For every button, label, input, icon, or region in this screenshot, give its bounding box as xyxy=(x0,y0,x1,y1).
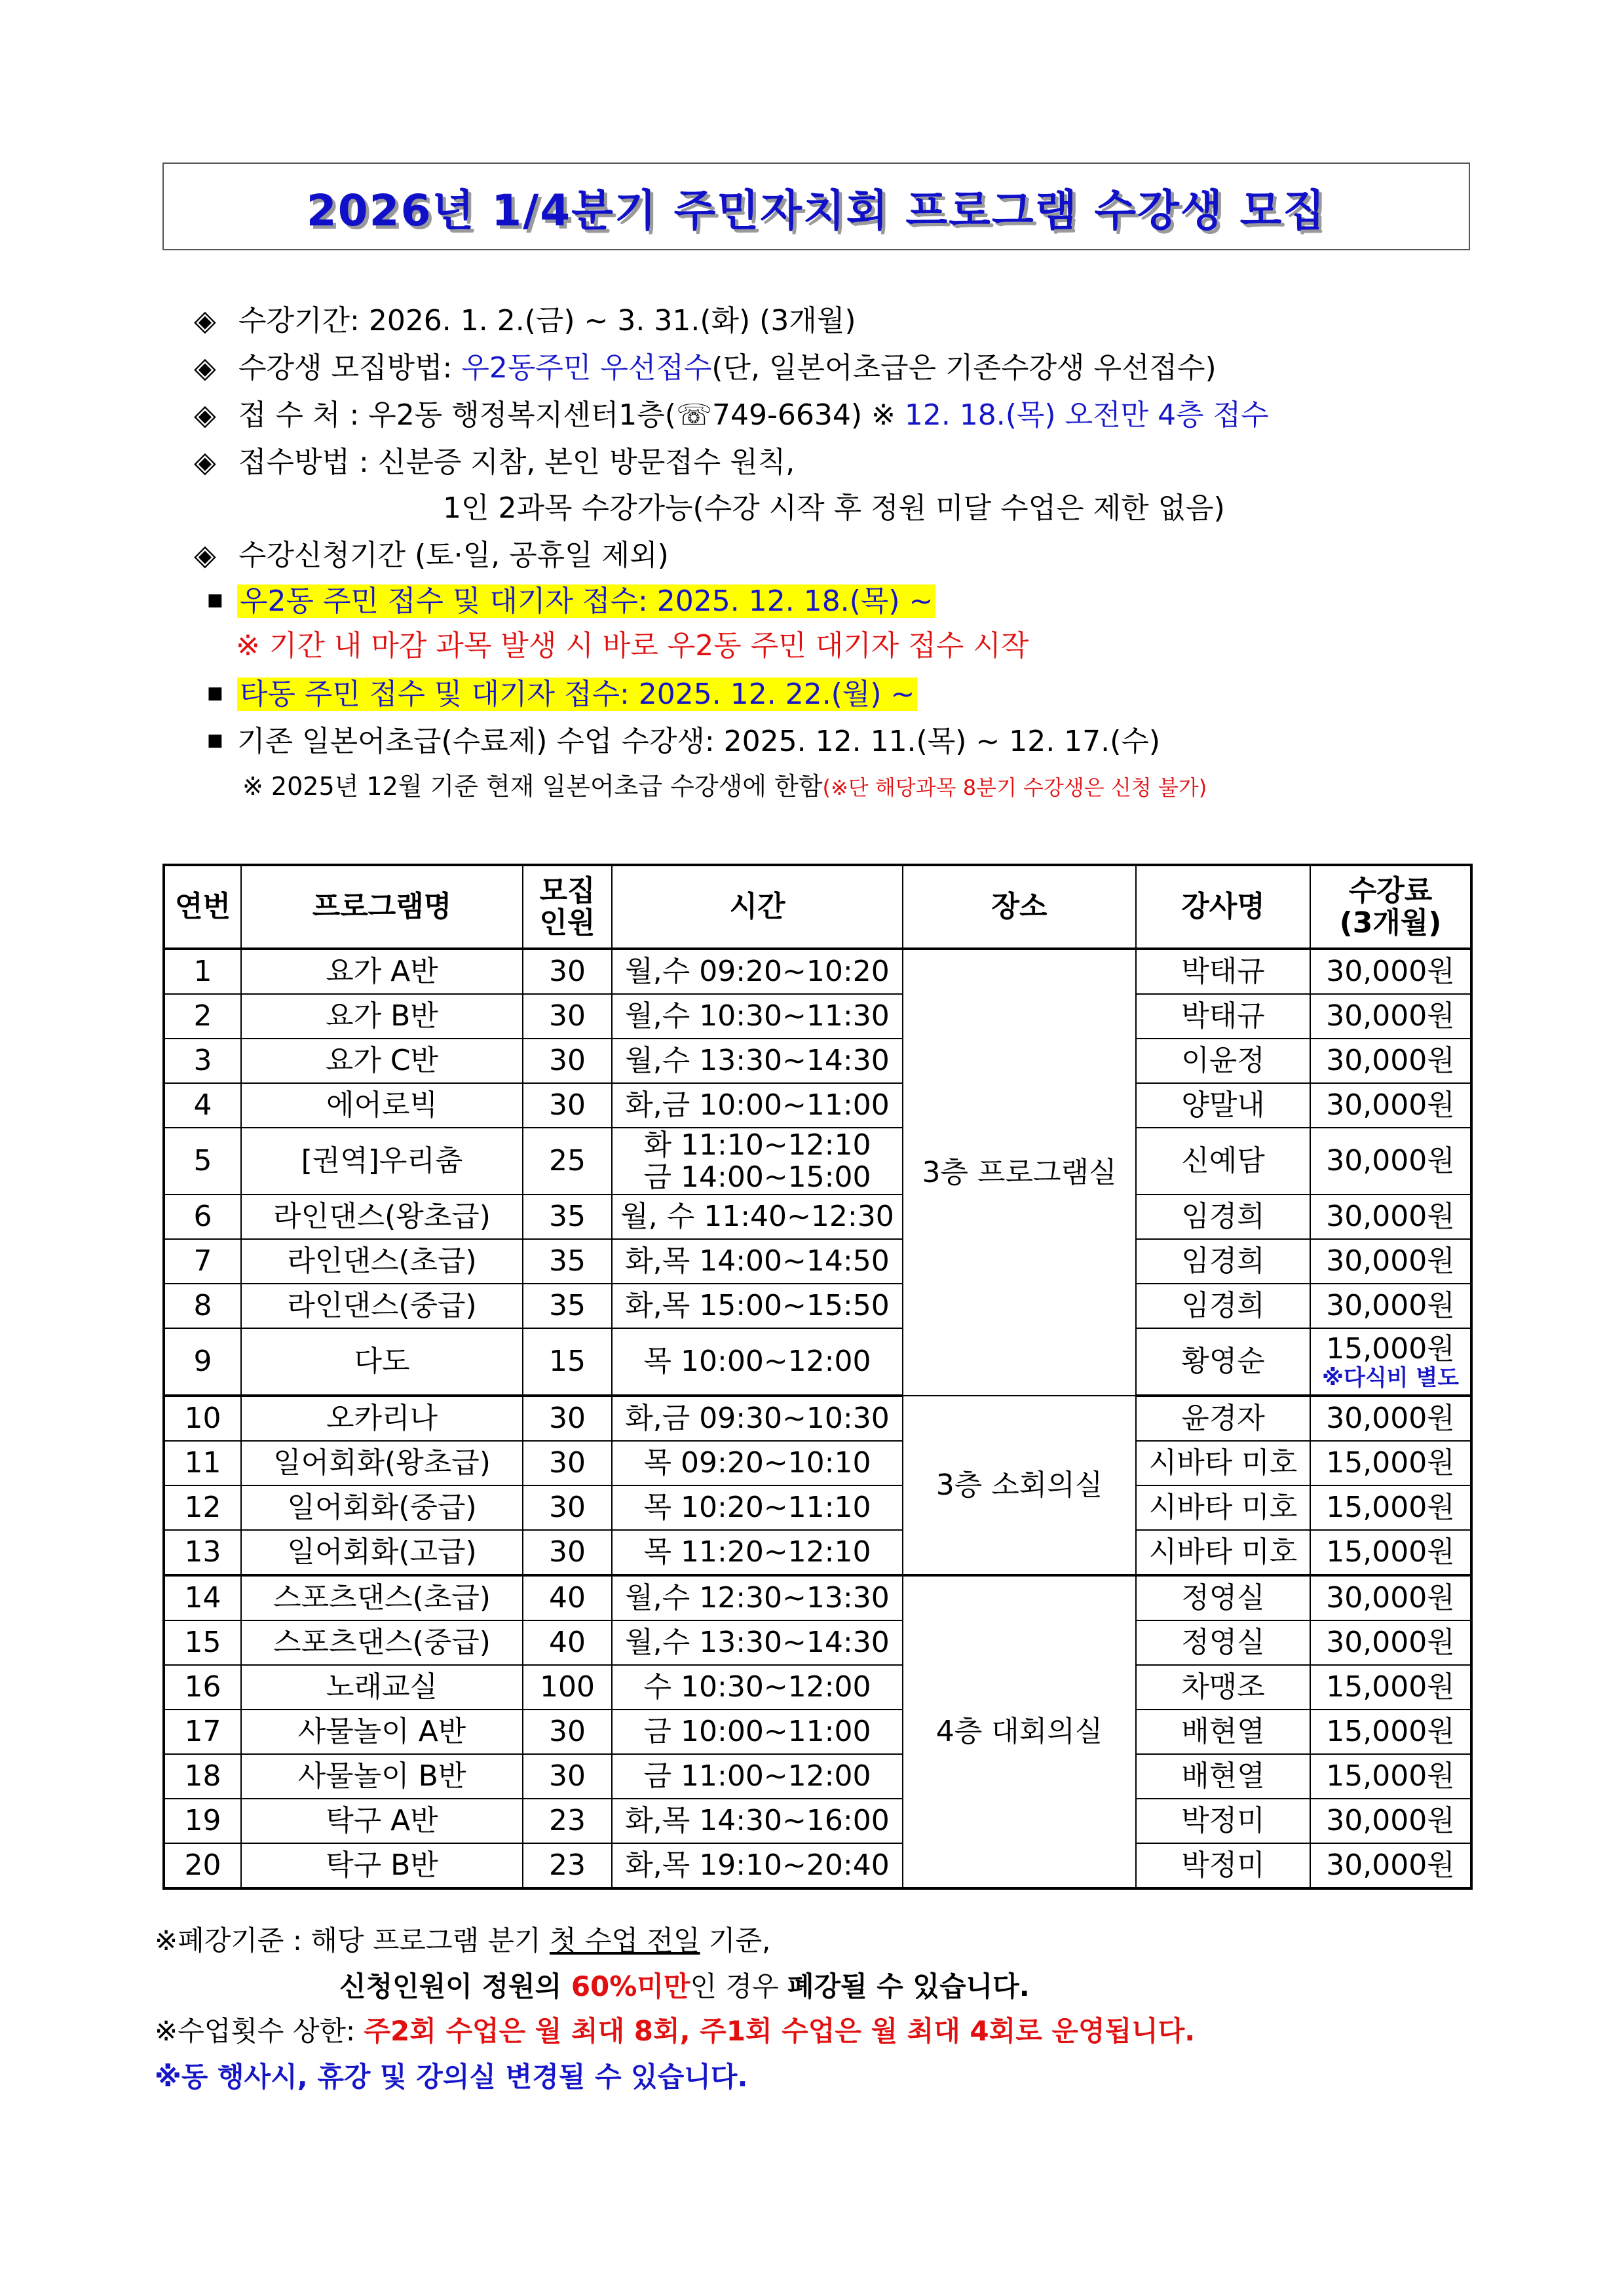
info-apply-period: ◈ 수강신청기간 (토·일, 공휴일 제외) xyxy=(194,536,669,575)
square-bullet-icon: ■ xyxy=(207,590,223,610)
table-row: 16 노래교실 100 수 10:30~12:00 차맹조 15,000원 xyxy=(164,1665,1471,1710)
info-place: ◈ 접 수 처 : 우2동 행정복지센터1층(☏749-6634) ※ 12. 18.(목) 오전만 4층 접수 xyxy=(194,396,1269,435)
header-no: 연번 xyxy=(164,865,241,949)
table-row: 17 사물놀이 A반 30 금 10:00~11:00 배현열 15,000원 xyxy=(164,1710,1471,1754)
program-table xyxy=(162,864,1473,1890)
title-box xyxy=(162,163,1470,250)
place-group-3: 4층 대회의실 xyxy=(903,1575,1136,1888)
footer-change-notice: ※동 행사시, 휴강 및 강의실 변경될 수 있습니다. xyxy=(155,2061,748,2093)
table-row: 10 오카리나 30 화,금 09:30~10:30 3층 소회의실 윤경자 30,000원 xyxy=(164,1396,1471,1441)
sub-existing: ■ 기존 일본어초급(수료제) 수업 수강생: 2025. 12. 11.(목) ~ 12. 17.(수) xyxy=(207,722,1160,763)
sub-woo2-note: ※ 기간 내 마감 과목 발생 시 바로 우2동 주민 대기자 접수 시작 xyxy=(236,629,1029,662)
diamond-icon: ◈ xyxy=(194,398,216,432)
header-fee: 수강료 (3개월) xyxy=(1310,865,1471,949)
table-row: 1 요가 A반 30 월,수 09:20~10:20 3층 프로그램실 박태규 30,000원 xyxy=(164,949,1471,994)
table-row: 14 스포츠댄스(초급) 40 월,수 12:30~13:30 4층 대회의실 정영실 30,000원 xyxy=(164,1575,1471,1620)
header-teacher: 강사명 xyxy=(1136,865,1310,949)
diamond-icon: ◈ xyxy=(194,304,216,337)
table-row: 6 라인댄스(왕초급) 35 월, 수 11:40~12:30 임경희 30,000원 xyxy=(164,1195,1471,1239)
footer-closing-criteria: ※폐강기준 : 해당 프로그램 분기 첫 수업 전일 기준, xyxy=(155,1924,771,1957)
header-name: 프로그램명 xyxy=(241,865,523,949)
page-title: 2026년 1/4분기 주민자치회 프로그램 수강생 모집 xyxy=(306,185,1327,236)
table-row: 8 라인댄스(중급) 35 화,목 15:00~15:50 임경희 30,000원 xyxy=(164,1284,1471,1328)
square-bullet-icon: ■ xyxy=(207,731,223,750)
square-bullet-icon: ■ xyxy=(207,683,223,703)
info-apply-method: ◈ 접수방법 : 신분증 지참, 본인 방문접수 원칙, xyxy=(194,443,795,482)
sub-existing-note: ※ 2025년 12월 기준 현재 일본어초급 수강생에 한함(※단 해당과목 8분기 수강생은 신청 불가) xyxy=(242,772,1207,801)
table-row: 13 일어회화(고급) 30 목 11:20~12:10 시바타 미호 15,000원 xyxy=(164,1530,1471,1575)
table-row: 20 탁구 B반 23 화,목 19:10~20:40 박정미 30,000원 xyxy=(164,1843,1471,1888)
footer-class-limit: ※수업횟수 상한: 주2회 수업은 월 최대 8회, 주1회 수업은 월 최대 4회로 운영됩니다. xyxy=(155,2015,1196,2047)
header-time: 시간 xyxy=(612,865,903,949)
table-row: 11 일어회화(왕초급) 30 목 09:20~10:10 시바타 미호 15,000원 xyxy=(164,1441,1471,1485)
info-method: ◈ 수강생 모집방법: 우2동주민 우선접수(단, 일본어초급은 기존수강생 우선접수) xyxy=(194,349,1217,388)
table-header-row xyxy=(164,865,1471,949)
sub-woo2: ■ 우2동 주민 접수 및 대기자 접수: 2025. 12. 18.(목) ~ xyxy=(207,582,935,622)
table-row: 18 사물놀이 B반 30 금 11:00~12:00 배현열 15,000원 xyxy=(164,1754,1471,1799)
table-row: 3 요가 C반 30 월,수 13:30~14:30 이윤정 30,000원 xyxy=(164,1039,1471,1083)
table-row: 12 일어회화(중급) 30 목 10:20~11:10 시바타 미호 15,000원 xyxy=(164,1485,1471,1530)
place-group-1: 3층 프로그램실 xyxy=(903,949,1136,1396)
header-capacity: 모집 인원 xyxy=(523,865,612,949)
table-row: 15 스포츠댄스(중급) 40 월,수 13:30~14:30 정영실 30,000원 xyxy=(164,1620,1471,1665)
footer-closing-rule: 신청인원이 정원의 60%미만인 경우 폐강될 수 있습니다. xyxy=(339,1970,1030,2002)
table-row: 2 요가 B반 30 월,수 10:30~11:30 박태규 30,000원 xyxy=(164,994,1471,1039)
diamond-icon: ◈ xyxy=(194,446,216,479)
info-period: ◈ 수강기간: 2026. 1. 2.(금) ~ 3. 31.(화) (3개월) xyxy=(194,301,856,341)
diamond-icon: ◈ xyxy=(194,539,216,572)
info-apply-method-2: 1인 2과목 수강가능(수강 시작 후 정원 미달 수업은 제한 없음) xyxy=(443,491,1225,525)
fee-note: ※다식비 별도 xyxy=(1321,1364,1460,1391)
table-row: 19 탁구 A반 23 화,목 14:30~16:00 박정미 30,000원 xyxy=(164,1799,1471,1843)
table-row: 7 라인댄스(초급) 35 화,목 14:00~14:50 임경희 30,000원 xyxy=(164,1239,1471,1284)
sub-other: ■ 타동 주민 접수 및 대기자 접수: 2025. 12. 22.(월) ~ xyxy=(207,675,917,716)
table-row: 9 다도 15 목 10:00~12:00 황영순 15,000원 ※다식비 별도 xyxy=(164,1328,1471,1396)
table-row: 5 [권역]우리춤 25 화 11:10~12:10 금 14:00~15:00 신예담 30,000원 xyxy=(164,1128,1471,1195)
header-place: 장소 xyxy=(903,865,1136,949)
place-group-2: 3층 소회의실 xyxy=(903,1396,1136,1575)
table-row: 4 에어로빅 30 화,금 10:00~11:00 양말내 30,000원 xyxy=(164,1083,1471,1128)
diamond-icon: ◈ xyxy=(194,351,216,385)
